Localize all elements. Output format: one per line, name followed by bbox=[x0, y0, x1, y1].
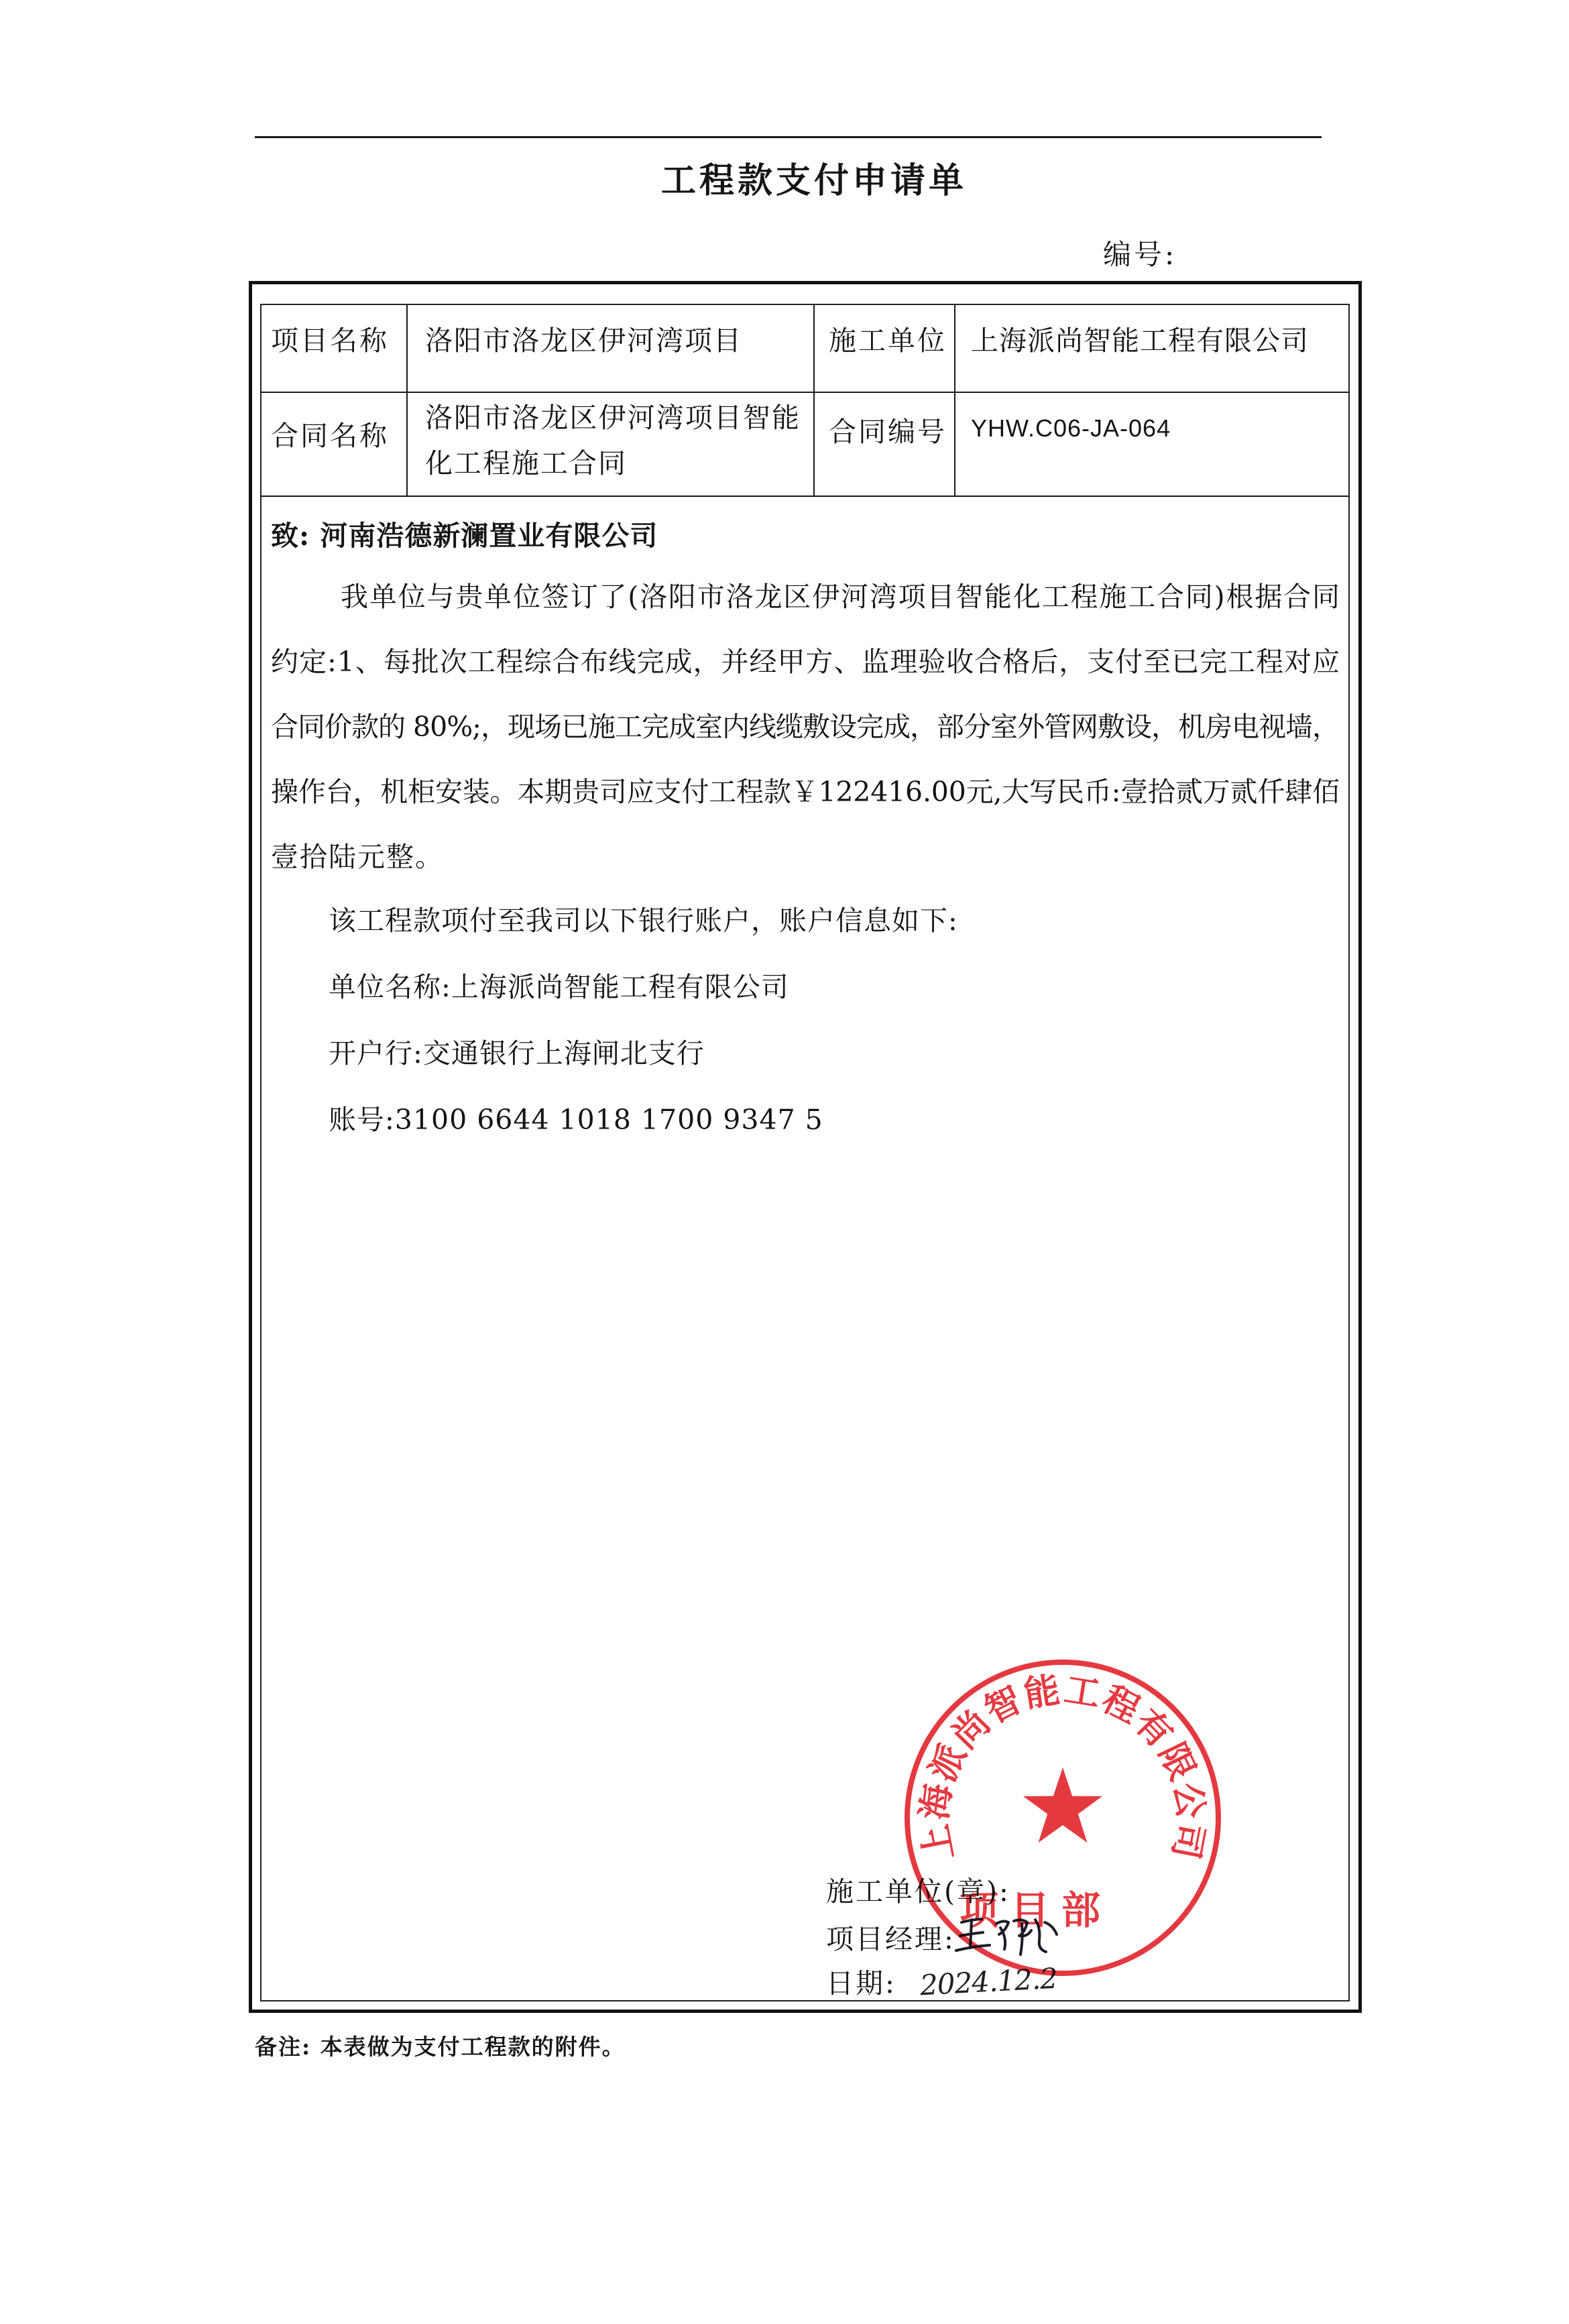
paragraph-line bbox=[271, 630, 1340, 695]
account-number: 账号:3100 6644 1018 1700 9347 5 bbox=[329, 1104, 823, 1136]
project-name-label bbox=[262, 305, 406, 392]
contract-no-text: YHW.C06-JA-064 bbox=[971, 414, 1171, 442]
date-label: 日期: bbox=[826, 1967, 896, 1999]
addressee: 致: 河南浩德新澜置业有限公司 bbox=[271, 520, 658, 552]
top-rule bbox=[255, 136, 1322, 138]
table-row-divider bbox=[260, 496, 1350, 497]
project-manager-label: 项目经理: bbox=[826, 1923, 955, 1955]
paragraph-line bbox=[271, 825, 1340, 890]
account-holder-name: 单位名称:上海派尚智能工程有限公司 bbox=[329, 971, 789, 1003]
contractor-text: 上海派尚智能工程有限公司 bbox=[971, 325, 1309, 357]
contract-name-value bbox=[408, 393, 813, 496]
contract-no-value bbox=[955, 393, 1348, 496]
paragraph-line bbox=[271, 565, 1340, 630]
project-name-text: 洛阳市洛龙区伊河湾项目 bbox=[425, 325, 742, 357]
seal-company-text: 上海派尚智能工程有限公司 bbox=[914, 1669, 1212, 1864]
seal-department-text: 项目部 bbox=[959, 1887, 1113, 1933]
paragraph-line bbox=[271, 760, 1340, 825]
bank-name: 开户行:交通银行上海闸北支行 bbox=[329, 1037, 705, 1069]
contract-name-line: 洛阳市洛龙区伊河湾项目智能 bbox=[425, 401, 801, 434]
contractor-label bbox=[815, 305, 954, 392]
serial-number-label: 编号: bbox=[1103, 238, 1177, 271]
contractor-seal-label: 施工单位(章): bbox=[826, 1875, 1010, 1908]
paragraph-line bbox=[271, 695, 1340, 760]
contract-no-label-text: 合同编号 bbox=[829, 416, 947, 448]
contract-name-label-text: 合同名称 bbox=[271, 420, 389, 452]
project-name-value bbox=[408, 305, 813, 392]
paragraph-line-text: 操作台，机柜安装。本期贵司应支付工程款￥122416.00元,大写民币:壹拾贰万贰仟肆佰 bbox=[271, 776, 1340, 808]
paragraph-line-text: 我单位与贵单位签订了(洛阳市洛龙区伊河湾项目智能化工程施工合同)根据合同 bbox=[341, 581, 1341, 613]
contract-name-label bbox=[262, 393, 406, 496]
paragraph-line-text: 约定:1、每批次工程综合布线完成，并经甲方、监理验收合格后，支付至已完工程对应 bbox=[271, 646, 1340, 678]
paragraph-line-text: 合同价款的 80%;，现场已施工完成室内线缆敷设完成，部分室外管网敷设，机房电视墙， bbox=[271, 711, 1339, 743]
page-title: 工程款支付申请单 bbox=[660, 160, 967, 201]
request-paragraph bbox=[271, 565, 1340, 890]
account-intro: 该工程款项付至我司以下银行账户，账户信息如下: bbox=[329, 905, 958, 937]
bank-account-block bbox=[329, 888, 958, 1153]
footer-note: 备注: 本表做为支付工程款的附件。 bbox=[255, 2034, 626, 2060]
contractor-label-text: 施工单位 bbox=[829, 325, 947, 357]
contractor-value bbox=[955, 305, 1348, 392]
project-name-label-text: 项目名称 bbox=[271, 325, 389, 357]
contract-no-label bbox=[815, 393, 954, 496]
handwritten-date: 2024.12.2 bbox=[919, 1961, 1058, 2002]
contract-name-line: 化工程施工合同 bbox=[425, 447, 627, 479]
handwritten-signature bbox=[952, 1908, 1066, 1961]
paragraph-line-text: 壹拾陆元整。 bbox=[271, 841, 444, 873]
